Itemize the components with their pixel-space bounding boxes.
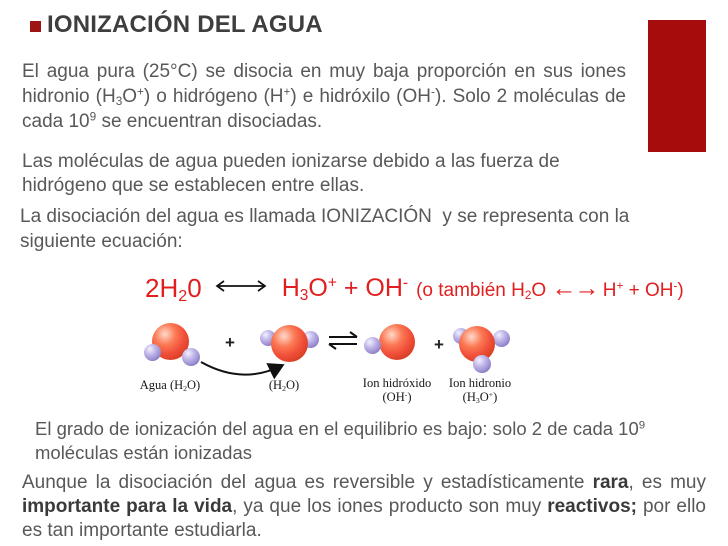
equation-products: $H_3O^+ + OH^-$ xyxy=(281,273,409,304)
plus-sign: + xyxy=(434,335,444,354)
oxygen-sphere xyxy=(271,325,308,362)
equation-reactant: $2H_20$ xyxy=(145,272,202,305)
hydrogen-sphere xyxy=(144,344,161,361)
label-hydroxide-formula: (OH-) xyxy=(382,389,412,404)
paragraph-ionization-degree: El grado de ionización del agua en el equilibrio es bajo: solo 2 de cada $10^9$ moléculas están ionizadas xyxy=(35,418,646,463)
hydrogen-sphere xyxy=(493,330,510,347)
label-water-2: $(H_2O)$ xyxy=(268,378,300,393)
label-hydronium-name: Ion hidronio xyxy=(448,376,512,390)
label-hydronium-formula: $(H_3O^+)$ xyxy=(462,389,498,405)
paragraph-hydrogen-forces: Las moléculas de agua pueden ionizarse debido a las fuerza de hidrógeno que se establecen entre ellas. xyxy=(22,151,560,196)
label-hydronium xyxy=(430,376,530,404)
plus-sign: + xyxy=(225,333,235,352)
label-water-1: Agua $(H_2O)$ xyxy=(139,378,201,393)
label-hydroxide-name: Ion hidróxido xyxy=(362,376,432,390)
paragraph-dissociation: La disociación del agua es llamada IONIZACIÓN y se representa con la siguiente ecuación: xyxy=(20,206,630,252)
oxygen-sphere xyxy=(379,324,415,360)
hydrogen-sphere xyxy=(182,348,200,366)
paragraph-intro: El agua pura (25°C) se disocia en muy baja proporción en sus iones hidronio $(H_3O^+)$ o hidrógeno (H+) e hidróxilo (OH-). Solo 2 moléculas de cada $10^9$ se encuentran disociadas. xyxy=(22,61,626,132)
paragraph-conclusion: Aunque la disociación del agua es reversible y estadísticamente rara, es muy importante para la vida, ya que los iones producto son muy reactivos; por ello es tan importante estudiarla. xyxy=(22,472,706,541)
hydrogen-sphere xyxy=(364,337,381,354)
equation-alternative: (o también $H_2O$ ←→ H+ + OH-) xyxy=(416,273,684,302)
hydrogen-sphere xyxy=(473,355,491,373)
page-title: IONIZACIÓN DEL AGUA xyxy=(47,11,323,38)
